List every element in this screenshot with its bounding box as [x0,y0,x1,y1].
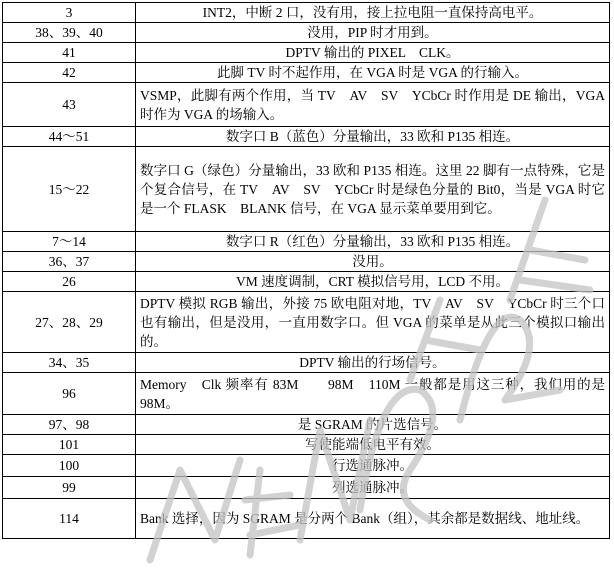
pin-number-cell: 15～22 [3,147,136,232]
pin-number-cell: 3 [3,3,136,23]
table-row [3,43,610,63]
table-row [3,147,610,232]
table-row [3,23,610,43]
table-row [3,353,610,373]
pin-description-cell: VM 速度调制，CRT 模拟信号用，LCD 不用。 [136,272,610,292]
pin-description-cell: Memory Clk 频率有 83M 98M 110M 一般都是用这三种，我们用的是 98M。 [136,373,610,415]
pin-description-cell: INT2，中断 2 口，没有用，接上拉电阻一直保持高电平。 [136,3,610,23]
pin-number-cell: 97、98 [3,415,136,435]
pin-number-cell: 26 [3,272,136,292]
pin-description-cell: 写使能端低电平有效。 [136,435,610,455]
pin-description-cell: 列选通脉冲。 [136,477,610,499]
table-row [3,127,610,147]
pin-number-cell: 27、28、29 [3,292,136,353]
pin-number-cell: 43 [3,83,136,127]
pin-description-cell: 数字口 R（红色）分量输出，33 欧和 P135 相连。 [136,232,610,252]
pin-description-cell: 数字口 B（蓝色）分量输出，33 欧和 P135 相连。 [136,127,610,147]
pin-number-cell: 42 [3,63,136,83]
table-row [3,292,610,353]
pin-number-cell: 38、39、40 [3,23,136,43]
table-row [3,232,610,252]
table-row [3,272,610,292]
pin-description-cell: DPTV 输出的 PIXEL CLK。 [136,43,610,63]
pin-description-table [2,2,610,539]
table-row [3,415,610,435]
table-row [3,252,610,272]
table-row [3,83,610,127]
pin-description-cell: DPTV 模拟 RGB 输出，外接 75 欧电阻对地，TV AV SV YCbCr 时三个口也有输出，但是没用，一直用数字口。但 VGA 的菜单是从此三个模拟口输出的。 [136,292,610,353]
table-row [3,63,610,83]
table-row [3,435,610,455]
pin-number-cell: 96 [3,373,136,415]
pin-description-cell: Bank 选择，因为 SGRAM 是分两个 Bank（组），其余都是数据线、地址线。 [136,499,610,539]
table-row [3,373,610,415]
table-row [3,455,610,477]
table-body [3,3,610,539]
pin-description-cell: DPTV 输出的行场信号。 [136,353,610,373]
pin-description-cell: 行选通脉冲。 [136,455,610,477]
pin-description-cell: 是 SGRAM 的片选信号。 [136,415,610,435]
table-row [3,499,610,539]
pin-number-cell: 114 [3,499,136,539]
table-row [3,477,610,499]
pin-description-cell: 没用，PIP 时才用到。 [136,23,610,43]
pin-number-cell: 34、35 [3,353,136,373]
pin-number-cell: 100 [3,455,136,477]
pin-description-cell: 数字口 G（绿色）分量输出，33 欧和 P135 相连。这里 22 脚有一点特殊，它是个复合信号，在 TV AV SV YCbCr 时是绿色分量的 Bit0，当是 VGA 时它是一个 FLASK BLANK 信号，在 VGA 显示菜单要用到它。 [136,147,610,232]
pin-number-cell: 36、37 [3,252,136,272]
pin-number-cell: 99 [3,477,136,499]
table-row [3,3,610,23]
pin-description-cell: 此脚 TV 时不起作用，在 VGA 时是 VGA 的行输入。 [136,63,610,83]
pin-number-cell: 7～14 [3,232,136,252]
pin-number-cell: 101 [3,435,136,455]
pin-description-cell: VSMP，此脚有两个作用，当 TV AV SV YCbCr 时作用是 DE 输出，VGA 时作为 VGA 的场输入。 [136,83,610,127]
pin-number-cell: 41 [3,43,136,63]
pin-description-cell: 没用。 [136,252,610,272]
pin-number-cell: 44～51 [3,127,136,147]
